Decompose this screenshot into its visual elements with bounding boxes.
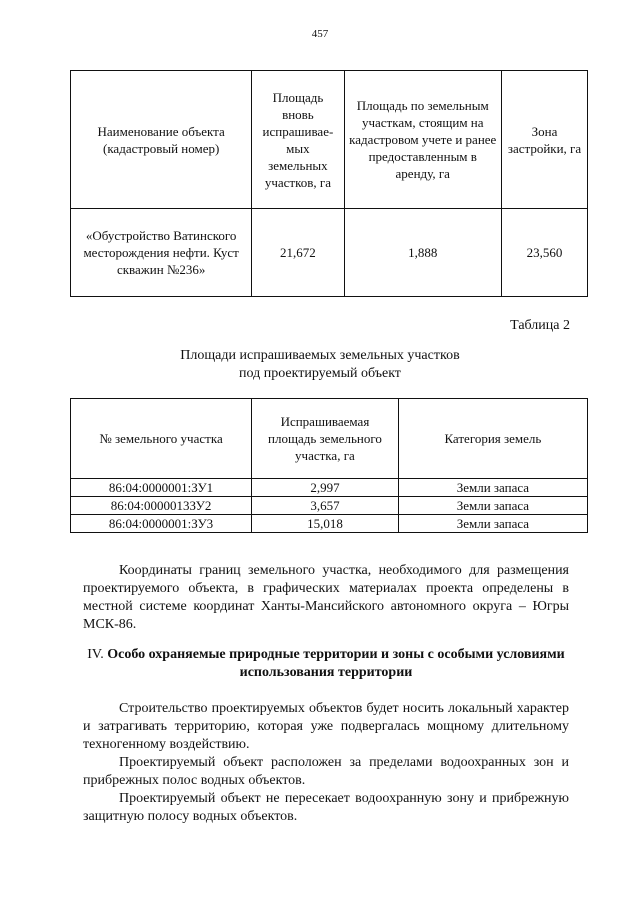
table-row	[71, 515, 588, 533]
paragraph-coordinates: Координаты границ земельного участка, необходимого для размещения проектируемого объекта, в графических материалах проекта определены в местной системе координат Ханты-Мансийского автономного округа – Югры МСК-86.	[83, 563, 569, 632]
section-number: IV.	[87, 647, 104, 662]
t1-header-build-zone: Зона застройки, га	[501, 71, 587, 209]
t2-cell-plot: 86:04:0000001:ЗУ3	[71, 515, 252, 533]
t1-header-cadastral-area: Площадь по земельным участкам, стоящим на кадастровом учете и ранее предоставленным в аренду, га	[344, 71, 501, 209]
t1-header-name: Наименование объекта (кадастровый номер)	[71, 71, 252, 209]
t2-cell-category: Земли запаса	[398, 497, 587, 515]
t2-cell-area: 3,657	[252, 497, 399, 515]
section-title: Особо охраняемые природные территории и зоны с особыми условиями использования территории	[107, 647, 565, 680]
t1-cell-build-zone: 23,560	[501, 209, 587, 297]
t2-header-category: Категория земель	[398, 399, 587, 479]
t1-cell-cadastral-area: 1,888	[344, 209, 501, 297]
paragraph-water-zones: Проектируемый объект расположен за пределами водоохранных зон и прибрежных полос водных объектов.	[83, 755, 569, 788]
paragraph-construction: Строительство проектируемых объектов будет носить локальный характер и затрагивать территорию, которая уже подвергалась мощному длительному техногенному воздействию.	[83, 701, 569, 752]
t2-cell-plot: 86:04:0000001:ЗУ1	[71, 479, 252, 497]
t2-cell-category: Земли запаса	[398, 479, 587, 497]
t2-cell-area: 2,997	[252, 479, 399, 497]
t2-cell-area: 15,018	[252, 515, 399, 533]
t2-header-plot-number: № земельного участка	[71, 399, 252, 479]
paragraph-protection-strip: Проектируемый объект не пересекает водоохранную зону и прибрежную защитную полосу водных объектов.	[83, 791, 569, 824]
table-row	[71, 479, 588, 497]
land-plots-table	[70, 398, 588, 533]
t2-cell-plot: 86:04:0000013ЗУ2	[71, 497, 252, 515]
table2-label: Таблица 2	[510, 318, 570, 333]
section-heading	[83, 646, 569, 682]
page-number: 457	[311, 28, 329, 40]
t1-cell-object: «Обустройство Ватинского месторождения нефти. Куст скважин №236»	[71, 209, 252, 297]
table2-title-line1: Площади испрашиваемых земельных участков	[180, 348, 460, 363]
table-row	[71, 497, 588, 515]
t1-header-new-area: Площадь вновь испрашивае-мых земельных участков, га	[252, 71, 344, 209]
objects-area-table	[70, 70, 588, 297]
t2-header-area: Испрашиваемая площадь земельного участка, га	[252, 399, 399, 479]
t1-cell-new-area: 21,672	[252, 209, 344, 297]
t2-cell-category: Земли запаса	[398, 515, 587, 533]
table2-title-line2: под проектируемый объект	[239, 366, 401, 381]
